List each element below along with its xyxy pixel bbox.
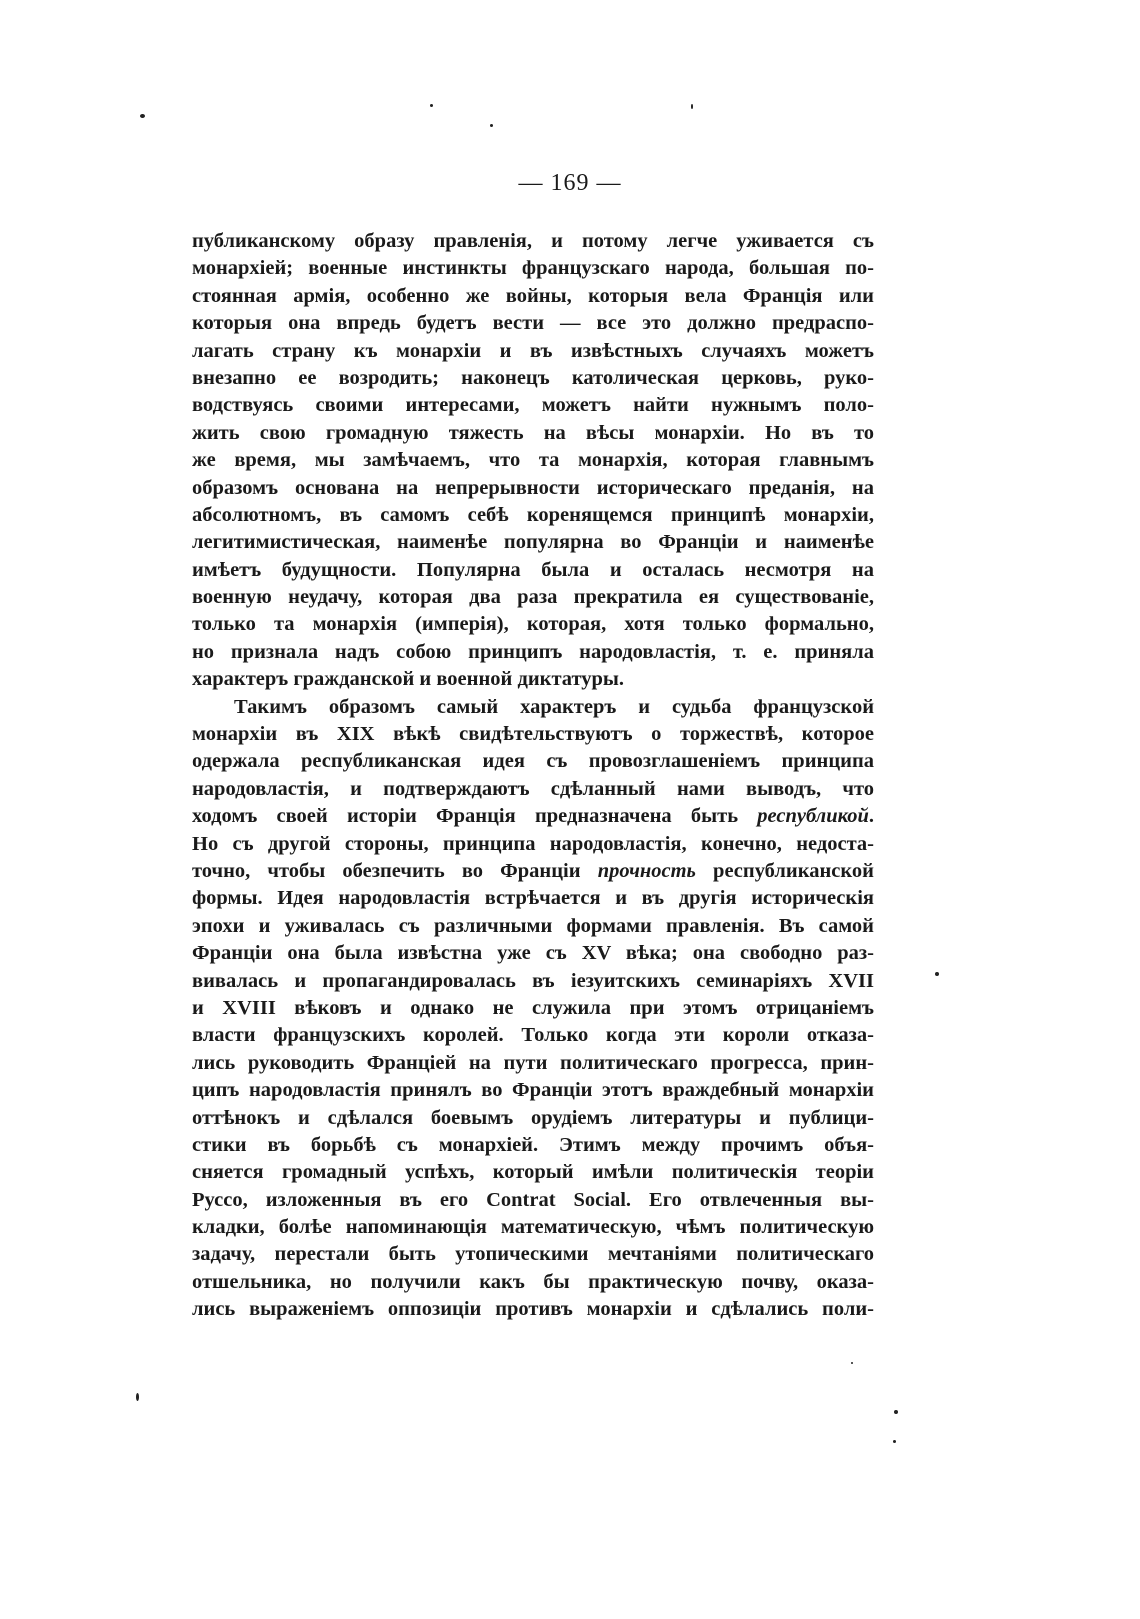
text-line: народовластія, и подтверждаютъ сдѣланный нами выводъ, что (192, 777, 874, 800)
scan-speck (140, 114, 145, 118)
text-line: которыя она впредь будетъ вести — все это должно предраспо- (192, 312, 874, 335)
text-run: ходомъ своей исторіи Франція предназначена быть (192, 805, 758, 828)
text-line: же время, мы замѣчаемъ, что та монархія, которая главнымъ (192, 449, 874, 472)
text-line: легитимистическая, наименѣе популярна во Франціи и наименѣе (192, 531, 874, 554)
text-line: одержала республиканская идея съ провозглашеніемъ принципа (192, 750, 874, 773)
text-line: вивалась и пропагандировалась въ іезуитскихъ семинаріяхъ XVII (192, 969, 874, 992)
text-line: Но съ другой стороны, принципа народовластія, конечно, недоста- (192, 832, 874, 855)
text-line: стики въ борьбѣ съ монархіей. Этимъ между прочимъ объя- (192, 1133, 874, 1156)
text-line: задачу, перестали быть утопическими мечтаніями политическаго (192, 1243, 874, 1266)
text-line: лагать страну къ монархіи и въ извѣстныхъ случаяхъ можетъ (192, 339, 874, 362)
text-line: монархіей; военные инстинкты французскаго народа, большая по- (192, 257, 874, 280)
scan-speck (430, 104, 433, 107)
text-line: только та монархія (имперія), которая, хотя только формально, (192, 613, 874, 636)
text-line: формы. Идея народовластія встрѣчается и въ другія историческія (192, 887, 874, 910)
text-line: водствуясь своими интересами, можетъ найти нужнымъ поло- (192, 394, 874, 417)
text-run: республиканской (695, 859, 874, 882)
text-line: ципъ народовластія принялъ во Франціи этотъ враждебный монархіи (192, 1079, 874, 1102)
text-line: жить свою громадную тяжесть на вѣсы монархіи. Но въ то (192, 421, 874, 444)
text-line: сняется громадный успѣхъ, который имѣли политическія теоріи (192, 1161, 874, 1184)
text-line: отшельника, но получили какъ бы практическую почву, оказа- (192, 1270, 874, 1293)
text-line: Руссо, изложенныя въ его Contrat Social. Его отвлеченныя вы- (192, 1188, 874, 1211)
page-number: — 169 — (518, 170, 622, 196)
text-line: и XVIII вѣковъ и однако не служила при этомъ отрицаніемъ (192, 996, 874, 1019)
text-line: абсолютномъ, въ самомъ себѣ коренящемся принципѣ монархіи, (192, 503, 874, 526)
text-line (192, 803, 874, 830)
body-text (192, 228, 874, 1324)
scan-speck (490, 124, 493, 127)
text-line: образомъ основана на непрерывности историческаго преданія, на (192, 476, 874, 499)
scan-speck (851, 1362, 853, 1364)
text-line: публиканскому образу правленія, и потому легче уживается съ (192, 230, 874, 252)
paragraph-first-line: Такимъ образомъ самый характеръ и судьба французской (234, 695, 874, 718)
text-line: имѣетъ будущности. Популярна была и осталась несмотря на (192, 558, 874, 581)
text-line: лись выраженіемъ оппозиціи противъ монархіи и сдѣлались поли- (192, 1298, 874, 1321)
text-line: монархіи въ XIX вѣкѣ свидѣтельствуютъ о торжествѣ, которое (192, 723, 874, 746)
text-line: военную неудачу, которая два раза прекратила ея существованіе, (192, 586, 874, 609)
scan-speck (935, 972, 939, 976)
text-line: внезапно ее возродить; наконецъ католическая церковь, руко- (192, 366, 874, 389)
text-line: характеръ гражданской и военной диктатуры. (192, 668, 625, 691)
scan-speck (691, 104, 693, 109)
text-run: . (868, 805, 874, 828)
scan-speck (893, 1440, 896, 1443)
text-line (192, 858, 874, 885)
scan-speck (894, 1410, 898, 1414)
italic-emphasis: республикой (757, 805, 869, 828)
text-line: эпохи и уживалась съ различными формами правленія. Въ самой (192, 914, 874, 937)
text-line: Франціи она была извѣстна уже съ XV вѣка; она свободно раз- (192, 942, 874, 965)
text-run: точно, чтобы обезпечить во Франціи (192, 859, 598, 882)
text-line: стоянная армія, особенно же войны, которыя вела Франція или (192, 284, 874, 307)
text-line: но признала надъ собою принципъ народовластія, т. е. приняла (192, 640, 874, 663)
text-line: власти французскихъ королей. Только когда эти короли отказа- (192, 1024, 874, 1047)
text-line: кладки, болѣе напоминающія математическую, чѣмъ политическую (192, 1216, 874, 1239)
text-line: оттѣнокъ и сдѣлался боевымъ орудіемъ литературы и публици- (192, 1106, 874, 1129)
scan-speck (136, 1393, 139, 1401)
text-line: лись руководить Франціей на пути политическаго прогресса, прин- (192, 1051, 874, 1074)
italic-emphasis: прочность (597, 859, 696, 882)
